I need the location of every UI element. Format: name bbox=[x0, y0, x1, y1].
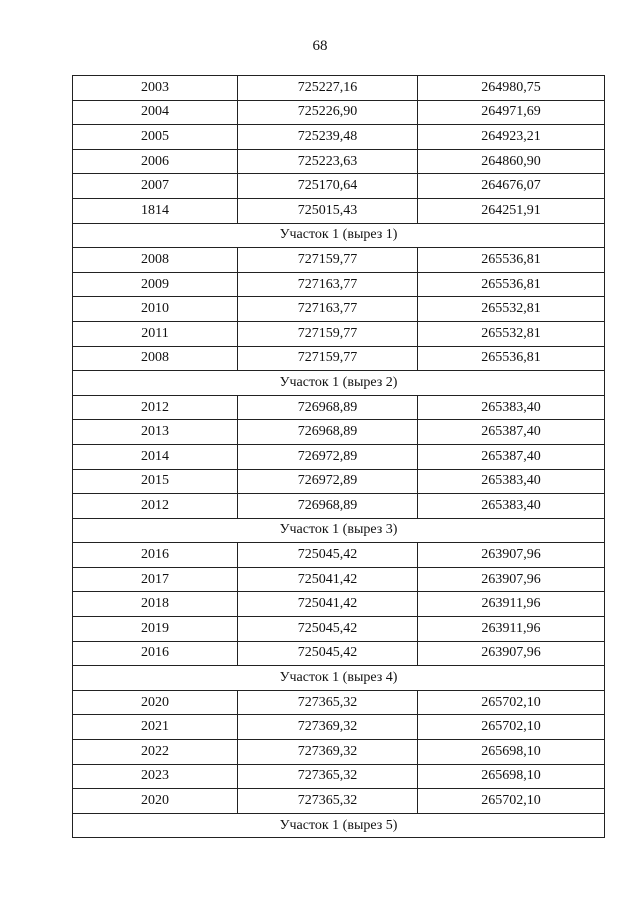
point-number-cell: 2007 bbox=[73, 174, 238, 199]
y-coordinate-cell: 265702,10 bbox=[418, 690, 605, 715]
table-row bbox=[73, 641, 605, 666]
x-coordinate-cell: 725045,42 bbox=[238, 617, 418, 642]
table-row bbox=[73, 690, 605, 715]
x-coordinate-cell: 725045,42 bbox=[238, 543, 418, 568]
x-coordinate-cell: 727163,77 bbox=[238, 272, 418, 297]
section-heading-row bbox=[73, 813, 605, 838]
table-row bbox=[73, 494, 605, 519]
y-coordinate-cell: 264923,21 bbox=[418, 125, 605, 150]
section-heading: Участок 1 (вырез 1) bbox=[73, 223, 605, 248]
point-number-cell: 2021 bbox=[73, 715, 238, 740]
x-coordinate-cell: 727365,32 bbox=[238, 789, 418, 814]
table-row bbox=[73, 76, 605, 101]
table-row bbox=[73, 444, 605, 469]
y-coordinate-cell: 264251,91 bbox=[418, 198, 605, 223]
x-coordinate-cell: 726968,89 bbox=[238, 494, 418, 519]
section-heading: Участок 1 (вырез 2) bbox=[73, 371, 605, 396]
table-row bbox=[73, 715, 605, 740]
point-number-cell: 2012 bbox=[73, 494, 238, 519]
section-heading-row bbox=[73, 371, 605, 396]
y-coordinate-cell: 265702,10 bbox=[418, 789, 605, 814]
table-row bbox=[73, 346, 605, 371]
x-coordinate-cell: 727159,77 bbox=[238, 321, 418, 346]
table-row bbox=[73, 272, 605, 297]
y-coordinate-cell: 265532,81 bbox=[418, 297, 605, 322]
x-coordinate-cell: 727163,77 bbox=[238, 297, 418, 322]
x-coordinate-cell: 725227,16 bbox=[238, 76, 418, 101]
point-number-cell: 2013 bbox=[73, 420, 238, 445]
section-heading-row bbox=[73, 223, 605, 248]
x-coordinate-cell: 727365,32 bbox=[238, 690, 418, 715]
point-number-cell: 2003 bbox=[73, 76, 238, 101]
x-coordinate-cell: 727159,77 bbox=[238, 346, 418, 371]
table-row bbox=[73, 764, 605, 789]
y-coordinate-cell: 264676,07 bbox=[418, 174, 605, 199]
x-coordinate-cell: 725045,42 bbox=[238, 641, 418, 666]
y-coordinate-cell: 265536,81 bbox=[418, 272, 605, 297]
y-coordinate-cell: 264980,75 bbox=[418, 76, 605, 101]
table-row bbox=[73, 420, 605, 445]
point-number-cell: 2017 bbox=[73, 567, 238, 592]
table-row bbox=[73, 198, 605, 223]
table-row bbox=[73, 248, 605, 273]
y-coordinate-cell: 264971,69 bbox=[418, 100, 605, 125]
table-row bbox=[73, 740, 605, 765]
point-number-cell: 2019 bbox=[73, 617, 238, 642]
point-number-cell: 2006 bbox=[73, 149, 238, 174]
x-coordinate-cell: 725226,90 bbox=[238, 100, 418, 125]
y-coordinate-cell: 263907,96 bbox=[418, 567, 605, 592]
x-coordinate-cell: 726972,89 bbox=[238, 469, 418, 494]
y-coordinate-cell: 265698,10 bbox=[418, 740, 605, 765]
section-heading-row bbox=[73, 518, 605, 543]
table-row bbox=[73, 469, 605, 494]
section-heading-row bbox=[73, 666, 605, 691]
y-coordinate-cell: 263911,96 bbox=[418, 617, 605, 642]
x-coordinate-cell: 725223,63 bbox=[238, 149, 418, 174]
point-number-cell: 2023 bbox=[73, 764, 238, 789]
point-number-cell: 2008 bbox=[73, 248, 238, 273]
point-number-cell: 2022 bbox=[73, 740, 238, 765]
table-row bbox=[73, 395, 605, 420]
table-row bbox=[73, 149, 605, 174]
point-number-cell: 2016 bbox=[73, 641, 238, 666]
y-coordinate-cell: 265387,40 bbox=[418, 420, 605, 445]
section-heading: Участок 1 (вырез 3) bbox=[73, 518, 605, 543]
y-coordinate-cell: 265536,81 bbox=[418, 346, 605, 371]
x-coordinate-cell: 725041,42 bbox=[238, 592, 418, 617]
x-coordinate-cell: 725239,48 bbox=[238, 125, 418, 150]
point-number-cell: 2020 bbox=[73, 690, 238, 715]
table-row bbox=[73, 543, 605, 568]
y-coordinate-cell: 264860,90 bbox=[418, 149, 605, 174]
table-row bbox=[73, 567, 605, 592]
y-coordinate-cell: 265698,10 bbox=[418, 764, 605, 789]
x-coordinate-cell: 725015,43 bbox=[238, 198, 418, 223]
y-coordinate-cell: 265383,40 bbox=[418, 469, 605, 494]
point-number-cell: 2008 bbox=[73, 346, 238, 371]
x-coordinate-cell: 727365,32 bbox=[238, 764, 418, 789]
point-number-cell: 2010 bbox=[73, 297, 238, 322]
y-coordinate-cell: 263907,96 bbox=[418, 641, 605, 666]
x-coordinate-cell: 727159,77 bbox=[238, 248, 418, 273]
x-coordinate-cell: 727369,32 bbox=[238, 715, 418, 740]
y-coordinate-cell: 263911,96 bbox=[418, 592, 605, 617]
y-coordinate-cell: 265387,40 bbox=[418, 444, 605, 469]
x-coordinate-cell: 725170,64 bbox=[238, 174, 418, 199]
point-number-cell: 2004 bbox=[73, 100, 238, 125]
point-number-cell: 2012 bbox=[73, 395, 238, 420]
point-number-cell: 2011 bbox=[73, 321, 238, 346]
point-number-cell: 2014 bbox=[73, 444, 238, 469]
point-number-cell: 2005 bbox=[73, 125, 238, 150]
x-coordinate-cell: 726968,89 bbox=[238, 395, 418, 420]
table-row bbox=[73, 174, 605, 199]
y-coordinate-cell: 263907,96 bbox=[418, 543, 605, 568]
coordinates-table-body bbox=[73, 76, 605, 838]
table-row bbox=[73, 592, 605, 617]
table-row bbox=[73, 297, 605, 322]
point-number-cell: 1814 bbox=[73, 198, 238, 223]
section-heading: Участок 1 (вырез 4) bbox=[73, 666, 605, 691]
page-number: 68 bbox=[312, 38, 328, 54]
coordinates-table bbox=[72, 75, 605, 838]
section-heading: Участок 1 (вырез 5) bbox=[73, 813, 605, 838]
table-row bbox=[73, 789, 605, 814]
table-row bbox=[73, 321, 605, 346]
x-coordinate-cell: 727369,32 bbox=[238, 740, 418, 765]
x-coordinate-cell: 726972,89 bbox=[238, 444, 418, 469]
x-coordinate-cell: 725041,42 bbox=[238, 567, 418, 592]
point-number-cell: 2009 bbox=[73, 272, 238, 297]
x-coordinate-cell: 726968,89 bbox=[238, 420, 418, 445]
point-number-cell: 2015 bbox=[73, 469, 238, 494]
y-coordinate-cell: 265383,40 bbox=[418, 395, 605, 420]
y-coordinate-cell: 265383,40 bbox=[418, 494, 605, 519]
table-row bbox=[73, 100, 605, 125]
point-number-cell: 2018 bbox=[73, 592, 238, 617]
table-row bbox=[73, 125, 605, 150]
table-row bbox=[73, 617, 605, 642]
point-number-cell: 2020 bbox=[73, 789, 238, 814]
y-coordinate-cell: 265536,81 bbox=[418, 248, 605, 273]
y-coordinate-cell: 265532,81 bbox=[418, 321, 605, 346]
y-coordinate-cell: 265702,10 bbox=[418, 715, 605, 740]
point-number-cell: 2016 bbox=[73, 543, 238, 568]
